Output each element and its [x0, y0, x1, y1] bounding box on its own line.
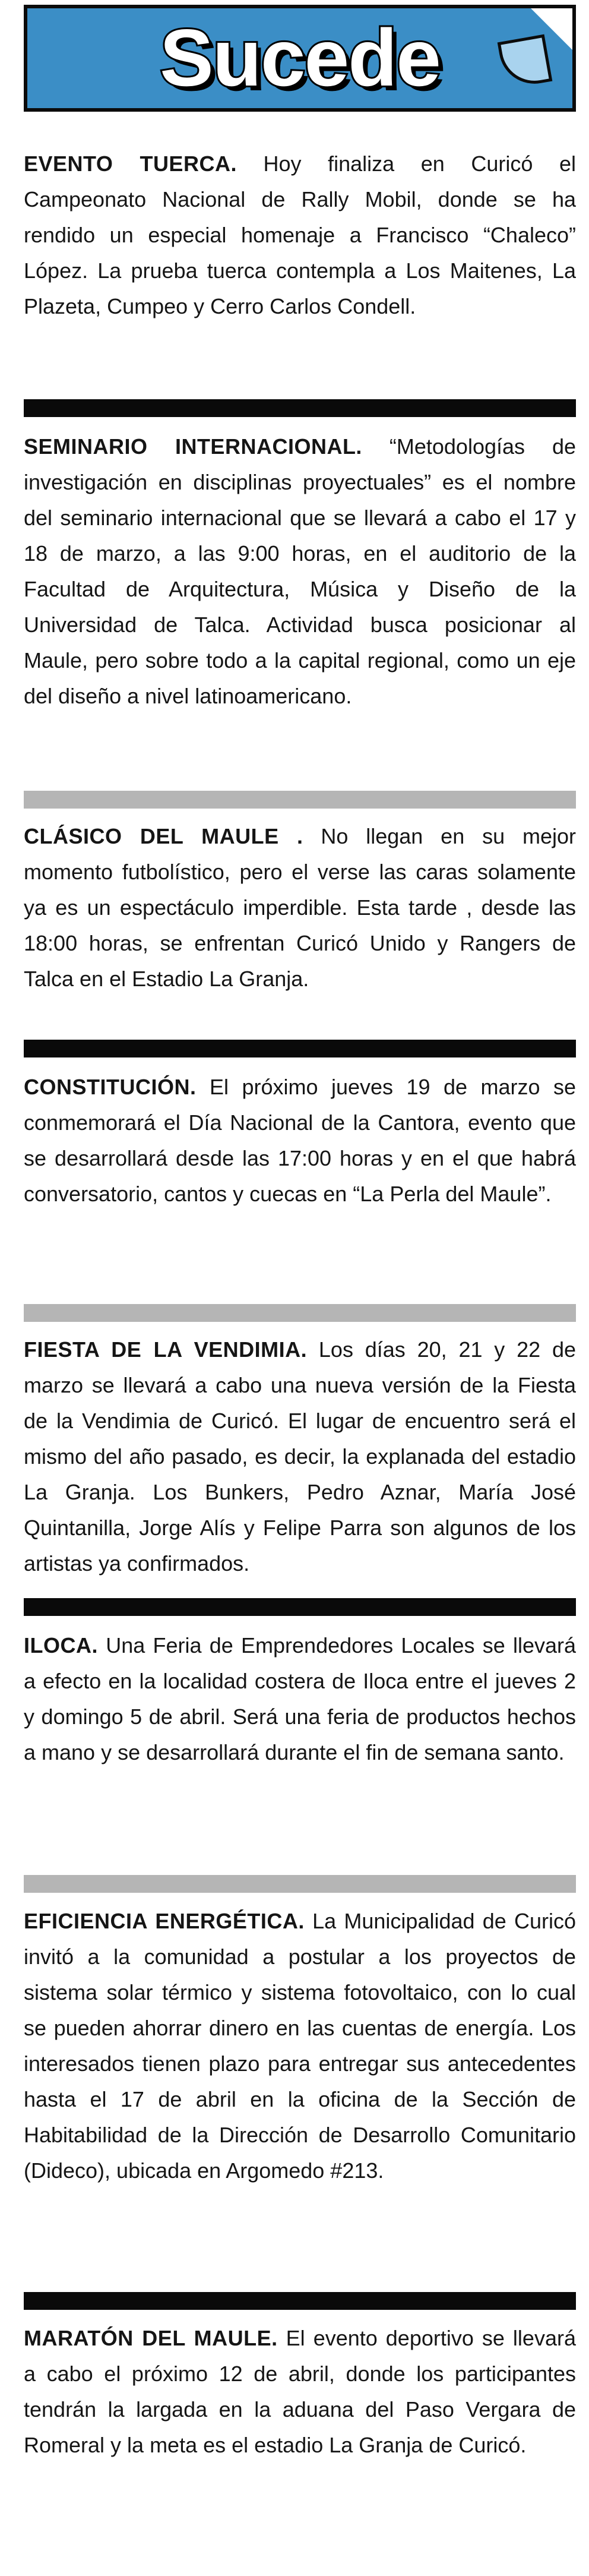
news-body: Hoy finaliza en Curicó el Campeonato Nacional de Rally Mobil, donde se ha rendido un especial homenaje a Francisco “Chaleco” López. La prueba tuerca contempla a Los Maitenes, La Plazeta, Cumpeo y Cerro Carlos Condell.: [24, 151, 576, 318]
section-banner: [24, 5, 576, 112]
news-item-constitucion: [24, 1069, 576, 1212]
news-headline: CONSTITUCIÓN.: [24, 1075, 197, 1099]
news-body: La Municipalidad de Curicó invitó a la comunidad a postular a los proyectos de sistema solar térmico y sistema fotovoltaico, con lo cual se pueden ahorrar dinero en las cuentas de energía. Los interesados tienen plazo para entregar sus antecedentes hasta el 17 de abril en la oficina de la Sección de Habitabilidad de la Dirección de Desarrollo Comunitario (Dideco), ubicada en Argomedo #213.: [24, 1909, 577, 2183]
news-item-eficiencia-energetica: [24, 1903, 576, 2189]
news-headline: CLÁSICO DEL MAULE .: [24, 824, 303, 848]
news-headline: SEMINARIO INTERNACIONAL.: [24, 434, 362, 459]
news-headline: ILOCA.: [24, 1633, 98, 1658]
news-body: “Metodologías de investigación en disciplinas proyectuales” es el nombre del seminario internacional que se llevará a cabo el 17 y 18 de marzo, a las 9:00 horas, en el auditorio de la Facultad de Arquitectura, Música y Diseño de la Universidad de Talca. Actividad busca posicionar al Maule, pero sobre todo a la capital regional, como un eje del diseño a nivel latinoamericano.: [24, 434, 576, 708]
section-divider: [24, 1040, 576, 1057]
news-item-maraton-maule: [24, 2321, 576, 2463]
news-headline: EFICIENCIA ENERGÉTICA.: [24, 1909, 305, 1933]
news-item-clasico-maule: [24, 819, 576, 997]
news-body: No llegan en su mejor momento futbolístico, pero el verse las caras solamente ya es un espectáculo imperdible. Esta tarde , desde las 18:00 horas, se enfrentan Curicó Unido y Rangers de Talca en el Estadio La Granja.: [24, 824, 576, 991]
section-divider: [24, 399, 576, 417]
news-item-seminario: [24, 429, 576, 714]
news-body: Una Feria de Emprendedores Locales se llevará a efecto en la localidad costera de Iloca entre el jueves 2 y domingo 5 de abril. Será una feria de productos hechos a mano y se desarrollará durante el fin de semana santo.: [24, 1633, 576, 1764]
news-item-fiesta-vendimia: [24, 1332, 576, 1581]
news-body: Los días 20, 21 y 22 de marzo se llevará a cabo una nueva versión de la Fiesta de la Vendimia de Curicó. El lugar de encuentro será el mismo del año pasado, es decir, la explanada del estadio La Granja. Los Bunkers, Pedro Aznar, María José Quintanilla, Jorge Alís y Felipe Parra son algunos de los artistas ya confirmados.: [24, 1337, 576, 1576]
news-item-evento-tuerca: [24, 146, 576, 324]
news-headline: FIESTA DE LA VENDIMIA.: [24, 1337, 308, 1362]
news-body: El evento deportivo se llevará a cabo el próximo 12 de abril, donde los participantes tendrán la largada en la aduana del Paso Vergara de Romeral y la meta es el estadio La Granja de Curicó.: [24, 2326, 576, 2457]
news-headline: MARATÓN DEL MAULE.: [24, 2326, 278, 2350]
section-divider: [24, 1304, 576, 1322]
news-body: El próximo jueves 19 de marzo se conmemorará el Día Nacional de la Cantora, evento que se desarrollará desde las 17:00 horas y en el que habrá conversatorio, cantos y cuecas en “La Perla del Maule”.: [24, 1075, 576, 1206]
news-item-iloca: [24, 1628, 576, 1770]
section-divider: [24, 1875, 576, 1893]
section-divider: [24, 2292, 576, 2310]
section-divider: [24, 1598, 576, 1616]
news-headline: EVENTO TUERCA.: [24, 151, 237, 176]
section-divider: [24, 791, 576, 809]
section-title: Sucede: [160, 12, 440, 103]
